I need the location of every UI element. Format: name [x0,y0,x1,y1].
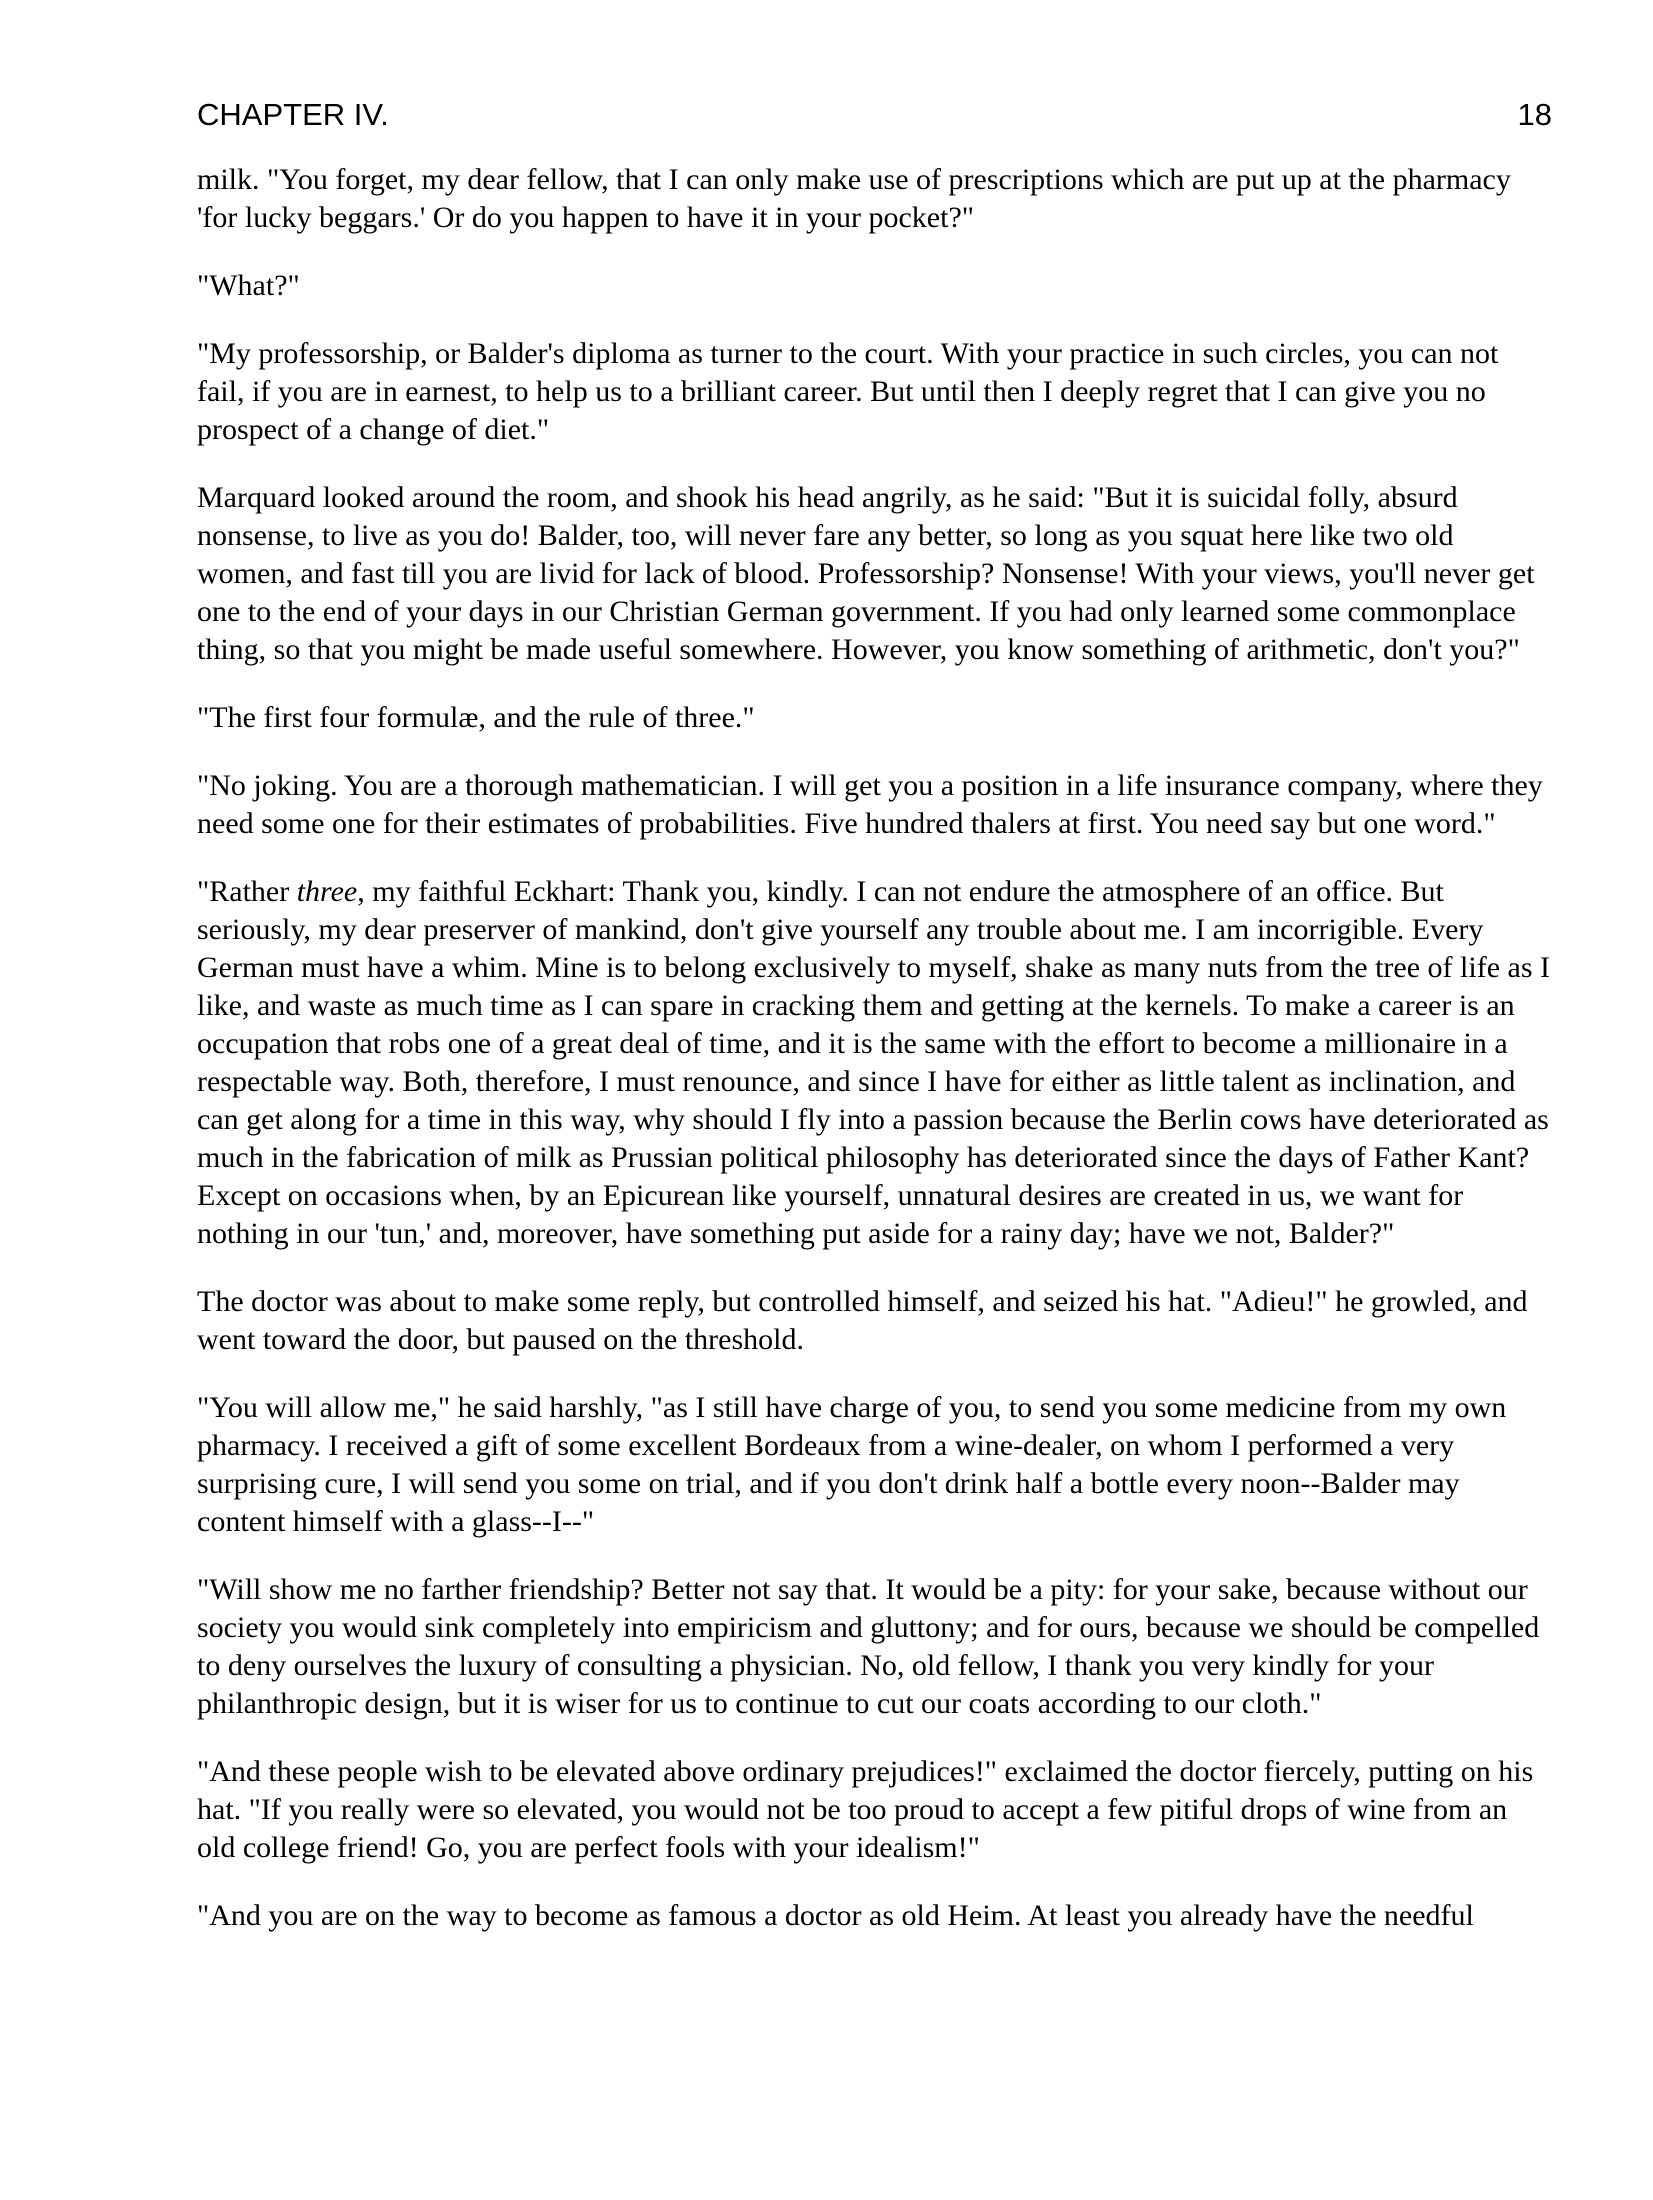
paragraph-doctor-reply: The doctor was about to make some reply, but controlled himself, and seized his hat. "Adieu!" he growled, and went toward the door, but paused on the threshold. [197,1285,1528,1356]
chapter-heading: CHAPTER IV. [197,97,389,132]
page-number: 18 [1517,97,1552,132]
paragraph-rather-three [197,873,1552,1253]
italic-word-three: three [296,875,358,908]
rather-prefix-text: "Rather [197,875,297,908]
paragraph-no-joking: "No joking. You are a thorough mathematician. I will get you a position in a life insurance company, where they need some one for their estimates of probabilities. Five hundred thalers at first. You need say but one word." [197,769,1543,840]
paragraph-will-show: "Will show me no farther friendship? Better not say that. It would be a pity: for your sake, because without our society you would sink completely into empiricism and gluttony; and for ours, because we should be compelled to deny ourselves the luxury of consulting a physician. No, old fellow, I thank you very kindly for your philanthropic design, but it is wiser for us to continue to cut our coats according to our cloth." [197,1573,1540,1720]
paragraph-milk: milk. "You forget, my dear fellow, that I can only make use of prescriptions which are put up at the pharmacy 'for lucky beggars.' Or do you happen to have it in your pocket?" [197,163,1511,234]
rather-suffix-text: , my faithful Eckhart: Thank you, kindly. I can not endure the atmosphere of an office. But seriously, my dear preserver of mankind, don't give yourself any trouble about me. I am incorrigible. Every German must have a whim. Mine is to belong exclusively to myself, shake as many nuts from the tree of life as I like, and waste as much time as I can spare in cracking them and getting at the kernels. To make a career is an occupation that robs one of a great deal of time, and it is the same with the effort to become a millionaire in a respectable way. Both, therefore, I must renounce, and since I have for either as little talent as inclination, and can get along for a time in this way, why should I fly into a passion because the Berlin cows have deteriorated as much in the fabrication of milk as Prussian political philosophy has deteriorated since the days of Father Kant? Except on occasions when, by an Epicurean like yourself, unnatural desires are created in us, we want for nothing in our 'tun,' and, moreover, have something put aside for a rainy day; have we not, Balder?" [197,875,1551,1250]
paragraph-what: "What?" [197,269,300,302]
page-content [197,161,1552,1935]
paragraph-famous-doctor: "And you are on the way to become as famous a doctor as old Heim. At least you already have the needful [197,1899,1474,1932]
paragraph-formulae: "The first four formulæ, and the rule of three." [197,701,755,734]
paragraph-marquard: Marquard looked around the room, and shook his head angrily, as he said: "But it is suicidal folly, absurd nonsense, to live as you do! Balder, too, will never fare any better, so long as you squat here like two old women, and fast till you are livid for lack of blood. Professorship? Nonsense! With your views, you'll never get one to the end of your days in our Christian German government. If you had only learned some commonplace thing, so that you might be made useful somewhere. However, you know something of arithmetic, don't you?" [197,481,1535,666]
paragraph-professorship: "My professorship, or Balder's diploma as turner to the court. With your practice in such circles, you can not fail, if you are in earnest, to help us to a brilliant career. But until then I deeply regret that I can give you no prospect of a change of diet." [197,337,1499,446]
paragraph-you-will-allow: "You will allow me," he said harshly, "as I still have charge of you, to send you some medicine from my own pharmacy. I received a gift of some excellent Bordeaux from a wine-dealer, on whom I performed a very surprising cure, I will send you some on trial, and if you don't drink half a bottle every noon--Balder may content himself with a glass--I--" [197,1391,1507,1538]
paragraph-these-people: "And these people wish to be elevated above ordinary prejudices!" exclaimed the doctor fiercely, putting on his hat. "If you really were so elevated, you would not be too proud to accept a few pitiful drops of wine from an old college friend! Go, you are perfect fools with your idealism!" [197,1755,1534,1864]
page-header [197,96,1552,134]
